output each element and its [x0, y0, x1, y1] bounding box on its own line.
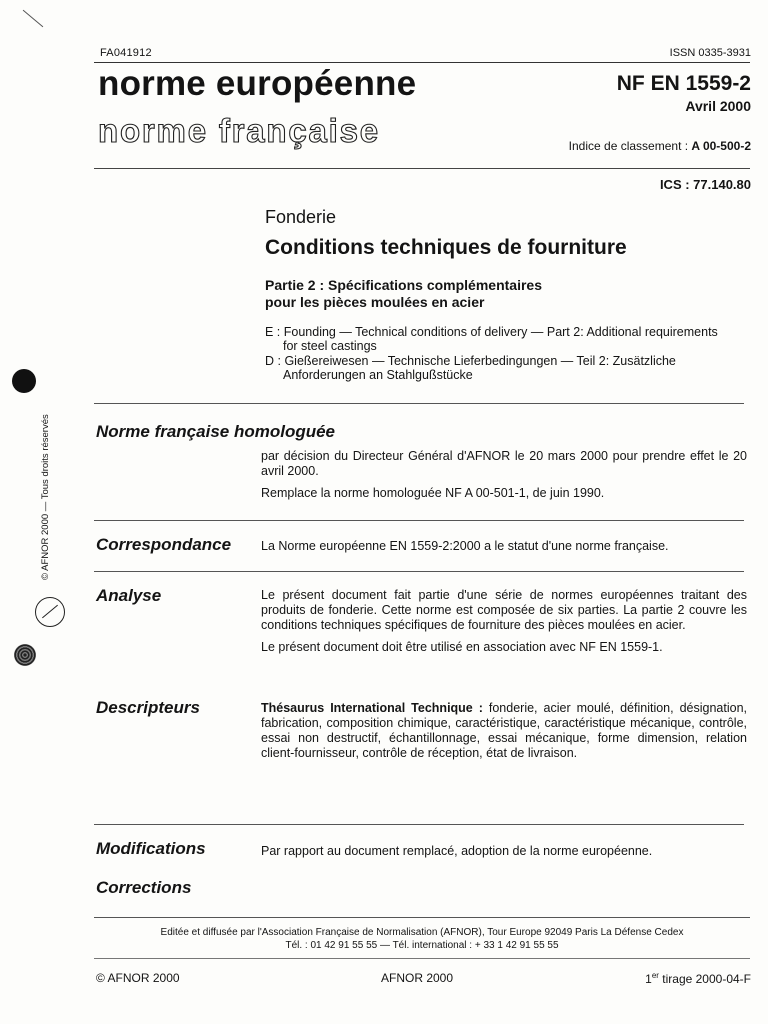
- section-heading-homologuee: Norme française homologuée: [96, 422, 336, 441]
- part-title-line: pour les pièces moulées en acier: [265, 294, 485, 310]
- footer-copyright: © AFNOR 2000: [96, 971, 180, 985]
- divider: [94, 958, 750, 959]
- footer-print-run: [645, 971, 751, 986]
- publisher-line: Editée et diffusée par l'Association Française de Normalisation (AFNOR), Tour Europe 92049 Paris La Défense Cedex: [160, 927, 684, 938]
- part-title-line: Partie 2 : Spécifications complémentaires: [265, 277, 542, 293]
- paragraph: [261, 701, 747, 761]
- divider: [94, 571, 744, 572]
- section-body-correspondance: [261, 539, 747, 554]
- paragraph: Le présent document doit être utilisé en association avec NF EN 1559-1.: [261, 640, 663, 654]
- descriptor-list: fonderie, acier moulé, définition, désignation, fabrication, composition chimique, caractéristique, caractéristique mécanique, contrôle, essai non destructif, échantillonnage, essai mécanique, forme dimension, relation client-fournisseur, contrôle de réception, état de livraison.: [261, 701, 747, 760]
- section-heading-analyse: Analyse: [96, 586, 162, 605]
- german-title: [265, 354, 755, 382]
- publisher-line: Tél. : 01 42 91 55 55 — Tél. international : + 33 1 42 91 55 55: [285, 939, 559, 951]
- paragraph: Le présent document fait partie d'une série de normes européennes traitant des produits de fonderie. Cette norme est composée de six parties. La partie 2 couvre les conditions techniques spécifiques de fourniture des pièces moulées en acier.: [261, 588, 747, 632]
- paragraph: par décision du Directeur Général d'AFNOR le 20 mars 2000 pour prendre effet le 20 avril 2000.: [261, 449, 747, 478]
- english-title-line: E : Founding — Technical conditions of delivery — Part 2: Additional requirements: [265, 325, 718, 339]
- print-run-number: 1: [645, 972, 652, 986]
- classification-index: [569, 139, 751, 153]
- vertical-copyright: © AFNOR 2000 — Tous droits réservés: [40, 414, 51, 580]
- paragraph: Par rapport au document remplacé, adoption de la norme européenne.: [261, 844, 653, 858]
- german-title-line: Anforderungen an Stahlgußstücke: [283, 368, 473, 382]
- category: Fonderie: [265, 207, 337, 227]
- divider: [94, 824, 744, 825]
- classification-value: A 00-500-2: [691, 139, 751, 153]
- english-title: [265, 325, 755, 353]
- footer-publisher: AFNOR 2000: [381, 971, 454, 985]
- no-copy-icon: [35, 597, 65, 627]
- paragraph: Remplace la norme homologuée NF A 00-501-1, de juin 1990.: [261, 486, 605, 500]
- binder-hole-mark: [12, 369, 36, 393]
- divider: [94, 168, 750, 169]
- afnor-seal-icon: [14, 644, 36, 666]
- section-body-descripteurs: [261, 701, 747, 761]
- title-norme-europeenne: norme européenne: [98, 64, 417, 103]
- issn: ISSN 0335-3931: [669, 47, 751, 59]
- thesaurus-label: Thésaurus International Technique :: [261, 701, 483, 715]
- section-heading-descripteurs: Descripteurs: [96, 698, 200, 717]
- document-id: FA041912: [100, 47, 152, 59]
- publisher-info: [94, 927, 750, 952]
- part-title: [265, 277, 705, 311]
- section-body-analyse: [261, 588, 747, 655]
- standard-number: NF EN 1559-2: [616, 72, 751, 95]
- divider: [94, 62, 750, 63]
- section-heading-corrections: Corrections: [96, 878, 192, 897]
- section-body-modifications: [261, 844, 747, 859]
- section-heading-correspondance: Correspondance: [96, 535, 232, 554]
- scan-mark: [23, 10, 44, 27]
- print-run-text: tirage 2000-04-F: [658, 972, 751, 986]
- english-title-line: for steel castings: [283, 339, 377, 353]
- standard-date: Avril 2000: [685, 98, 751, 114]
- paragraph: La Norme européenne EN 1559-2:2000 a le statut d'une norme française.: [261, 539, 669, 553]
- divider: [94, 520, 744, 521]
- ics-code: ICS : 77.140.80: [659, 177, 751, 192]
- print-run-suffix: er: [651, 971, 659, 980]
- classification-label: Indice de classement :: [568, 139, 692, 153]
- title-norme-francaise: norme française: [98, 112, 380, 149]
- divider: [94, 403, 744, 404]
- main-title: Conditions techniques de fourniture: [265, 236, 627, 259]
- german-title-line: D : Gießereiwesen — Technische Lieferbedingungen — Teil 2: Zusätzliche: [265, 354, 676, 368]
- divider: [94, 917, 750, 918]
- section-body-homologuee: [261, 449, 747, 501]
- section-heading-modifications: Modifications: [96, 839, 206, 858]
